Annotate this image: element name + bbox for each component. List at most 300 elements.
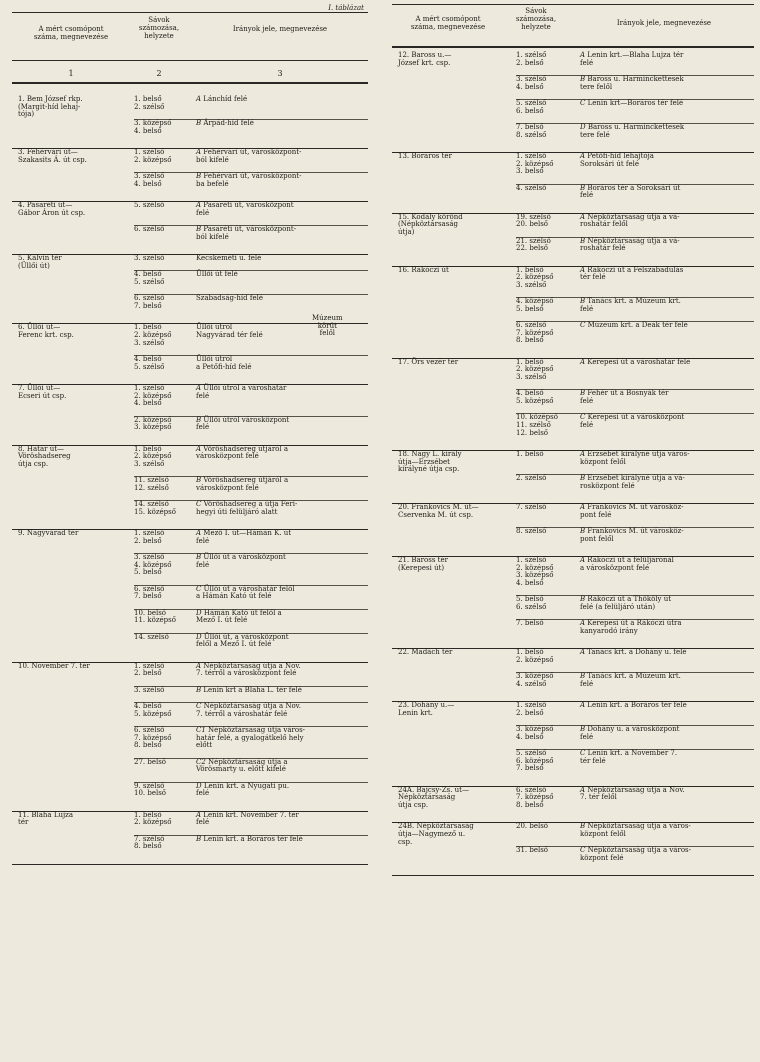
direction-letter: A xyxy=(580,619,586,628)
direction-description: Népköztársaság útja a vá- roshatár felé xyxy=(580,236,680,253)
direction-description: Népköztársaság útja város- határ felé, a gyalogátkelő hely előtt xyxy=(196,726,306,750)
direction-letter: B xyxy=(580,473,586,482)
direction-text xyxy=(580,475,752,490)
direction-group xyxy=(392,414,754,446)
direction-letter: A xyxy=(580,51,586,59)
lane-list: 1. szélső 2. belső xyxy=(516,51,547,67)
lane-list: 4. középső 5. belső xyxy=(516,297,554,313)
direction-description: Lenin krt. November 7. tér felé xyxy=(196,810,299,827)
column-number-2: 2 xyxy=(156,69,162,78)
direction-description: Fehér út a Bosnyák tér felé xyxy=(580,389,669,405)
direction-text xyxy=(580,76,752,91)
direction-description: Erzsébet királyné útja város- központ felől xyxy=(580,449,690,466)
lane-list: 4. belső 5. középső xyxy=(516,389,554,405)
direction-text xyxy=(580,359,752,367)
direction-letter: B xyxy=(580,236,586,245)
column-number-3: 3 xyxy=(277,69,283,78)
lane-list: 20. belső xyxy=(516,822,549,831)
direction-letter: B xyxy=(580,526,586,535)
direction-group xyxy=(12,530,368,554)
direction-description: Lánchíd felé xyxy=(203,95,248,103)
header-directions: Irányok jele, megnevezése xyxy=(616,19,712,27)
direction-letter: C xyxy=(580,413,586,422)
direction-text xyxy=(580,504,752,519)
direction-group xyxy=(392,100,754,124)
direction-text xyxy=(580,750,752,765)
direction-description: Üllői útról a városhatár felé xyxy=(196,383,287,400)
direction-group xyxy=(12,226,368,250)
direction-text xyxy=(580,847,752,862)
direction-text xyxy=(196,634,366,649)
table-entry xyxy=(12,530,368,663)
direction-text xyxy=(580,787,752,802)
lane-list: 4. szélső xyxy=(516,183,547,192)
lane-list: 14. szélső xyxy=(134,632,169,641)
junction-name: 24B. Népköztársaság útja—Nagymező u. csp. xyxy=(398,822,474,846)
lane-list: 1. belső 2. szélső xyxy=(134,95,165,111)
direction-description: Lenin krt.—Blaha Lujza tér felé xyxy=(580,51,684,67)
direction-text xyxy=(196,385,366,400)
direction-description: Boráros tér a Soroksári út felé xyxy=(580,183,681,200)
table-entry xyxy=(12,446,368,531)
direction-text xyxy=(196,836,366,844)
direction-letter: A xyxy=(580,212,586,221)
direction-group xyxy=(12,703,368,727)
direction-group xyxy=(392,726,754,750)
header-location: A mért csomópont száma, megnevezése xyxy=(33,25,109,41)
header-lanes: Sávok számozása, helyzete xyxy=(515,7,557,31)
direction-group xyxy=(12,687,368,703)
direction-letter: B xyxy=(580,672,586,681)
direction-group xyxy=(392,673,754,697)
lane-list: 4. belső 5. szélső xyxy=(134,354,165,371)
direction-group xyxy=(12,610,368,634)
lane-list: 3. szélső xyxy=(134,254,165,262)
direction-group xyxy=(392,390,754,414)
lane-list: 6. szélső 7. középső 8. belső xyxy=(134,726,172,750)
direction-description: Erzsébet királyné útja a vá- rosközpont felé xyxy=(580,473,685,490)
direction-letter: C xyxy=(196,702,202,711)
direction-letter: D xyxy=(196,632,202,641)
direction-text xyxy=(196,417,366,432)
lane-list: 3. szélső 4. belső xyxy=(516,75,547,91)
direction-group xyxy=(392,504,754,528)
direction-description: Pasaréti út, városközpont- ból kifelé xyxy=(196,225,297,241)
right-entries xyxy=(392,52,754,876)
direction-description: Lenin krt a Blaha L. tér felé xyxy=(203,685,302,694)
direction-description: Vöröshadsereg a útja Feri- hegyi úti felüljáró alatt xyxy=(196,500,298,516)
direction-group xyxy=(392,322,754,354)
direction-text xyxy=(196,120,366,128)
lane-list: 3. középső 4. szélső xyxy=(516,672,554,688)
direction-group xyxy=(12,356,368,380)
direction-group xyxy=(392,649,754,673)
direction-text xyxy=(196,501,366,516)
direction-text xyxy=(580,52,752,67)
lane-list: 19. szélső 20. belső xyxy=(516,212,551,229)
junction-name: 8. Határ út— Vöröshadsereg útja csp. xyxy=(18,444,71,468)
direction-text xyxy=(196,727,366,750)
direction-letter: A xyxy=(580,265,586,274)
lane-list: 1. belső xyxy=(516,449,544,458)
direction-description: Hámán Kató út felől a Mező I. út felé xyxy=(196,608,282,625)
lane-list: 1. szélső 2. belső xyxy=(134,661,165,678)
direction-letter: B xyxy=(196,119,202,127)
table-entry xyxy=(12,385,368,446)
direction-description: Népköztársaság útja a város- központ felől xyxy=(580,822,691,838)
junction-name: 11. Blaha Lujza tér xyxy=(18,810,74,827)
junction-name: 15. Kodály körönd (Népköztársaság útja) xyxy=(398,212,463,236)
direction-description: Pasaréti út, városközpont felé xyxy=(196,201,294,217)
lane-list: 6. szélső 7. belső xyxy=(134,584,165,601)
direction-description: Fehérvári út, városközpont- ból kifelé xyxy=(196,148,302,164)
direction-group xyxy=(392,52,754,76)
lane-list: 21. szélső 22. belső xyxy=(516,236,551,253)
direction-group xyxy=(392,214,754,238)
table-entry xyxy=(392,267,754,359)
lane-list: 1. belső 2. középső 3. szélső xyxy=(134,444,172,468)
direction-text xyxy=(580,153,752,168)
lane-list: 6. szélső 7. belső xyxy=(134,294,165,310)
table-entry xyxy=(12,812,368,865)
direction-group xyxy=(392,267,754,299)
direction-group xyxy=(12,477,368,501)
lane-list: 1. belső 2. középső xyxy=(134,810,172,827)
table-label: I. táblázat xyxy=(328,4,364,12)
direction-group xyxy=(392,702,754,726)
direction-letter: A xyxy=(580,701,586,710)
column-header xyxy=(392,7,754,43)
direction-letter: A xyxy=(196,383,202,392)
table-entry xyxy=(392,359,754,451)
direction-group xyxy=(392,557,754,596)
junction-name: 9. Nagyvárad tér xyxy=(18,529,79,538)
direction-letter: A xyxy=(196,529,202,538)
lane-list: 7. szélső xyxy=(516,502,547,511)
header-mid-rule xyxy=(12,60,368,61)
direction-letter: A xyxy=(196,661,202,670)
direction-description: Árpád-híd felé xyxy=(203,119,254,127)
direction-group xyxy=(12,324,368,356)
lane-list: 2. szélső xyxy=(516,473,547,482)
table-entry xyxy=(392,153,754,214)
direction-group xyxy=(12,586,368,610)
lane-list: 4. belső 5. szélső xyxy=(134,270,165,286)
direction-group xyxy=(12,202,368,226)
direction-text xyxy=(580,238,752,253)
direction-letter: C xyxy=(196,500,202,509)
direction-text xyxy=(196,255,366,263)
direction-letter: C xyxy=(580,846,586,855)
direction-description: Népköztársaság útja a vá- roshatár felől xyxy=(580,212,680,229)
direction-letter: A xyxy=(196,444,202,453)
direction-description: Üllői útról Nagyvárad tér felé xyxy=(196,323,263,339)
direction-letter: C xyxy=(580,321,586,330)
lane-list: 1. belső 2. középső 3. szélső xyxy=(516,357,554,381)
direction-group xyxy=(392,76,754,100)
lane-list: 7. belső 8. szélső xyxy=(516,123,547,139)
direction-text xyxy=(196,703,366,718)
direction-letter: B xyxy=(196,476,202,485)
lane-list: 10. középső 11. szélső 12. belső xyxy=(516,413,558,437)
direction-text xyxy=(580,673,752,688)
lane-list: 1. szélső 2. belső xyxy=(134,529,165,545)
direction-group xyxy=(12,120,368,144)
junction-name: 13. Boráros tér xyxy=(398,152,452,160)
direction-letter: A xyxy=(196,148,202,156)
lane-list: 6. szélső 7. középső 8. belső xyxy=(516,321,554,345)
direction-group xyxy=(12,271,368,295)
junction-name: 18. Nagy L. király útja—Erzsébet királyné útja csp. xyxy=(398,449,462,474)
left-entries xyxy=(12,96,368,865)
direction-group xyxy=(12,385,368,417)
direction-description: Vöröshadsereg útjáról a városközpont felé xyxy=(196,476,289,492)
lane-list: 1. szélső 2. középső 4. belső xyxy=(134,383,172,408)
direction-group xyxy=(12,501,368,525)
direction-group xyxy=(12,255,368,271)
direction-description: Üllői út a városhatár felől a Hámán Kató út felé xyxy=(196,584,295,601)
table-entry xyxy=(12,96,368,149)
direction-description: Népköztársaság útja a Nov. 7. térről a városhatár felé xyxy=(196,702,302,718)
direction-group xyxy=(12,417,368,441)
direction-letter: C xyxy=(196,584,202,593)
junction-name: 16. Rákóczi út xyxy=(398,265,449,274)
direction-letter: C xyxy=(580,99,586,107)
direction-text xyxy=(580,124,752,139)
table-entry xyxy=(392,702,754,787)
lane-list: 1. szélső 2. középső xyxy=(134,148,172,164)
direction-letter: B xyxy=(580,595,586,604)
header-bottom-rule xyxy=(392,46,754,48)
direction-group xyxy=(12,812,368,836)
direction-text xyxy=(580,451,752,466)
direction-description: Kecskeméti u. felé xyxy=(196,254,262,262)
direction-letter: B xyxy=(580,725,586,734)
lane-list: 3. középső 4. belső xyxy=(516,725,554,741)
direction-text xyxy=(580,390,752,405)
direction-text xyxy=(196,96,366,104)
direction-description: Üllői útról a Petőfi-híd felé xyxy=(196,354,252,371)
direction-description: Rákóczi út a felüljárónál a városközpont felé xyxy=(580,555,674,572)
junction-name: 24A. Bajcsy-Zs. út— Népköztársaság útja csp. xyxy=(398,785,469,809)
direction-text xyxy=(196,687,366,695)
direction-group xyxy=(12,634,368,658)
lane-list: 1. szélső 2. középső 3. középső 4. belső xyxy=(516,555,554,587)
direction-text xyxy=(196,477,366,492)
direction-letter: B xyxy=(580,183,586,192)
table-entry xyxy=(392,823,754,876)
right-column xyxy=(392,0,754,1062)
direction-description: Kerepesi út a Rákóczi útra kanyarodó irány xyxy=(580,619,682,635)
direction-group xyxy=(392,238,754,262)
direction-description: Vöröshadsereg útjáról a városközpont felé xyxy=(196,444,289,461)
lane-list: 5. szélső 6. középső 7. belső xyxy=(516,749,554,773)
entry-separator xyxy=(12,864,368,865)
junction-name: 7. Üllői út— Ecseri út csp. xyxy=(18,383,67,400)
direction-description: Tanács krt. a Múzeum krt. felé xyxy=(580,672,681,688)
direction-letter: A xyxy=(196,95,202,103)
direction-group xyxy=(12,663,368,687)
header-bottom-rule xyxy=(12,82,368,84)
header-top-rule xyxy=(12,12,368,13)
direction-text xyxy=(580,528,752,543)
direction-group xyxy=(12,173,368,197)
direction-description: Népköztársaság útja a város- központ felé xyxy=(580,846,691,862)
direction-description: Kerepesi út a városközpont felé xyxy=(580,413,685,429)
direction-letter: B xyxy=(196,415,202,424)
direction-group xyxy=(392,787,754,819)
lane-list: 3. szélső xyxy=(134,685,165,694)
header-lanes: Sávok számozása, helyzete xyxy=(138,16,180,40)
table-entry xyxy=(392,787,754,824)
table-entry xyxy=(12,663,368,812)
direction-group xyxy=(12,149,368,173)
direction-text xyxy=(196,759,366,774)
table-entry xyxy=(392,557,754,649)
direction-group xyxy=(392,185,754,209)
direction-letter: A xyxy=(580,502,586,511)
lane-list: 3. szélső 4. belső xyxy=(134,172,165,188)
direction-text xyxy=(580,702,752,710)
direction-description: Lenin krt. a Nyugati pu. felé xyxy=(196,781,290,798)
direction-text xyxy=(580,214,752,229)
column-header xyxy=(12,16,368,56)
direction-group xyxy=(12,783,368,807)
lane-list: 6. szélső xyxy=(134,225,165,233)
direction-letter: D xyxy=(196,608,202,617)
direction-group xyxy=(392,451,754,475)
direction-description: Népköztársaság útja a Vörösmarty u. előtt kifelé xyxy=(196,757,288,774)
direction-group xyxy=(392,124,754,148)
direction-text xyxy=(196,663,366,678)
lane-list: 1. belső 2. középső 3. szélső xyxy=(134,323,172,347)
direction-text xyxy=(196,271,366,279)
direction-group xyxy=(392,847,754,871)
header-directions: Irányok jele, megnevezése xyxy=(232,25,328,33)
direction-letter: A xyxy=(580,648,586,657)
direction-text xyxy=(196,202,366,217)
direction-letter: C1 xyxy=(196,726,206,735)
direction-letter: A xyxy=(580,449,586,458)
direction-letter: C2 xyxy=(196,757,206,766)
table-entry xyxy=(392,451,754,504)
direction-text xyxy=(196,149,366,164)
lane-list: 10. belső 11. középső xyxy=(134,608,176,625)
junction-name: 3. Fehérvári út— Szakasits Á. út csp. xyxy=(18,148,87,164)
lane-list: 1. belső 2. középső 3. szélső xyxy=(516,265,554,289)
direction-letter: D xyxy=(196,781,202,790)
table-entry xyxy=(392,649,754,702)
lane-list: 31. belső xyxy=(516,846,549,855)
direction-group xyxy=(12,836,368,860)
direction-text xyxy=(580,649,752,657)
lane-list: 1. szélső 2. középső 3. belső xyxy=(516,152,554,176)
lane-list: 11. szélső 12. szélső xyxy=(134,476,169,492)
direction-description: Frankovics M. út városköz- pont felől xyxy=(580,526,684,543)
direction-text xyxy=(196,530,366,545)
direction-description: Lenin krt—Boráros tér felé xyxy=(587,99,684,107)
lane-list: 5. szélső xyxy=(134,201,165,209)
direction-text xyxy=(196,226,366,241)
junction-note: Múzeum körút felől xyxy=(312,314,343,338)
direction-description: Lenin krt. a Boráros tér felé xyxy=(203,834,303,843)
direction-text xyxy=(196,173,366,188)
direction-text xyxy=(196,554,366,569)
direction-letter: A xyxy=(196,201,202,209)
direction-group xyxy=(392,528,754,552)
direction-description: Lenin krt. a November 7. tér felé xyxy=(580,749,678,765)
lane-list: 7. szélső 8. belső xyxy=(134,834,165,851)
table-entry xyxy=(12,149,368,202)
direction-text xyxy=(196,356,366,371)
direction-group xyxy=(12,96,368,120)
direction-description: Lenin krt. a Boráros tér felé xyxy=(587,701,687,710)
junction-name: 21. Baross tér (Kerepesi út) xyxy=(398,555,448,572)
lane-list: 1. belső 2. középső xyxy=(516,648,554,664)
direction-group xyxy=(392,620,754,644)
direction-description: Üllői út felé xyxy=(196,270,238,279)
direction-letter: A xyxy=(580,785,586,794)
table-entry xyxy=(392,52,754,153)
direction-description: Petőfi-híd lehajtója Soroksári út felé xyxy=(580,152,654,168)
direction-description: Kerepesi út a városhatár felé xyxy=(587,357,691,366)
direction-description: Frankovics M. út városköz- pont felé xyxy=(580,502,684,519)
direction-group xyxy=(12,727,368,759)
direction-text xyxy=(580,596,752,611)
direction-letter: C xyxy=(580,749,586,758)
direction-letter: D xyxy=(580,123,586,131)
direction-description: Üllői út, a városközpont felől a Mező I. út felé xyxy=(196,632,289,649)
lane-list: 7. belső xyxy=(516,619,544,628)
direction-group xyxy=(392,750,754,782)
direction-text xyxy=(580,557,752,572)
direction-letter: B xyxy=(196,685,202,694)
direction-description: Szabadság-híd felé xyxy=(196,294,263,303)
table-entry xyxy=(12,202,368,255)
lane-list: 5. belső 6. szélső xyxy=(516,595,547,611)
direction-text xyxy=(580,100,752,108)
direction-text xyxy=(196,295,366,303)
direction-letter: A xyxy=(580,357,586,366)
direction-group xyxy=(392,359,754,391)
direction-description: Rákóczi út a Thököly út felé (a felüljáró után) xyxy=(580,595,672,611)
direction-description: Rákóczi út a Felszabadulás tér felé xyxy=(580,265,684,282)
junction-name: 23. Dohány u.— Lenin krt. xyxy=(398,701,455,717)
direction-description: Tanács krt. a Dohány u. felé xyxy=(587,648,687,657)
direction-text xyxy=(196,812,366,827)
direction-description: Múzeum krt. a Deák tér felé xyxy=(587,321,688,330)
direction-description: Tanács krt. a Múzeum krt. felé xyxy=(580,297,681,313)
direction-description: Üllői útról városközpont felé xyxy=(196,415,290,432)
direction-group xyxy=(392,475,754,499)
direction-description: Népköztársaság útja a Nov. 7. tér felől xyxy=(580,785,685,802)
direction-letter: B xyxy=(196,553,202,562)
lane-list: 3. középső 4. belső xyxy=(134,119,172,135)
direction-group xyxy=(12,759,368,783)
direction-text xyxy=(580,267,752,282)
direction-text xyxy=(580,185,752,200)
junction-name: 6. Üllői út— Ferenc krt. csp. xyxy=(18,323,74,339)
lane-list: 3. szélső 4. középső 5. belső xyxy=(134,553,172,577)
junction-name: 17. Örs vezér tér xyxy=(398,357,459,366)
entry-separator xyxy=(392,875,754,876)
direction-letter: B xyxy=(580,297,586,306)
junction-name: 10. November 7. tér xyxy=(18,661,90,670)
lane-list: 4. belső 5. középső xyxy=(134,702,172,718)
lane-list: 6. szélső 7. középső 8. belső xyxy=(516,785,554,809)
direction-description: Mező I. út—Hámán K. út felé xyxy=(196,529,292,545)
direction-letter: B xyxy=(196,834,202,843)
